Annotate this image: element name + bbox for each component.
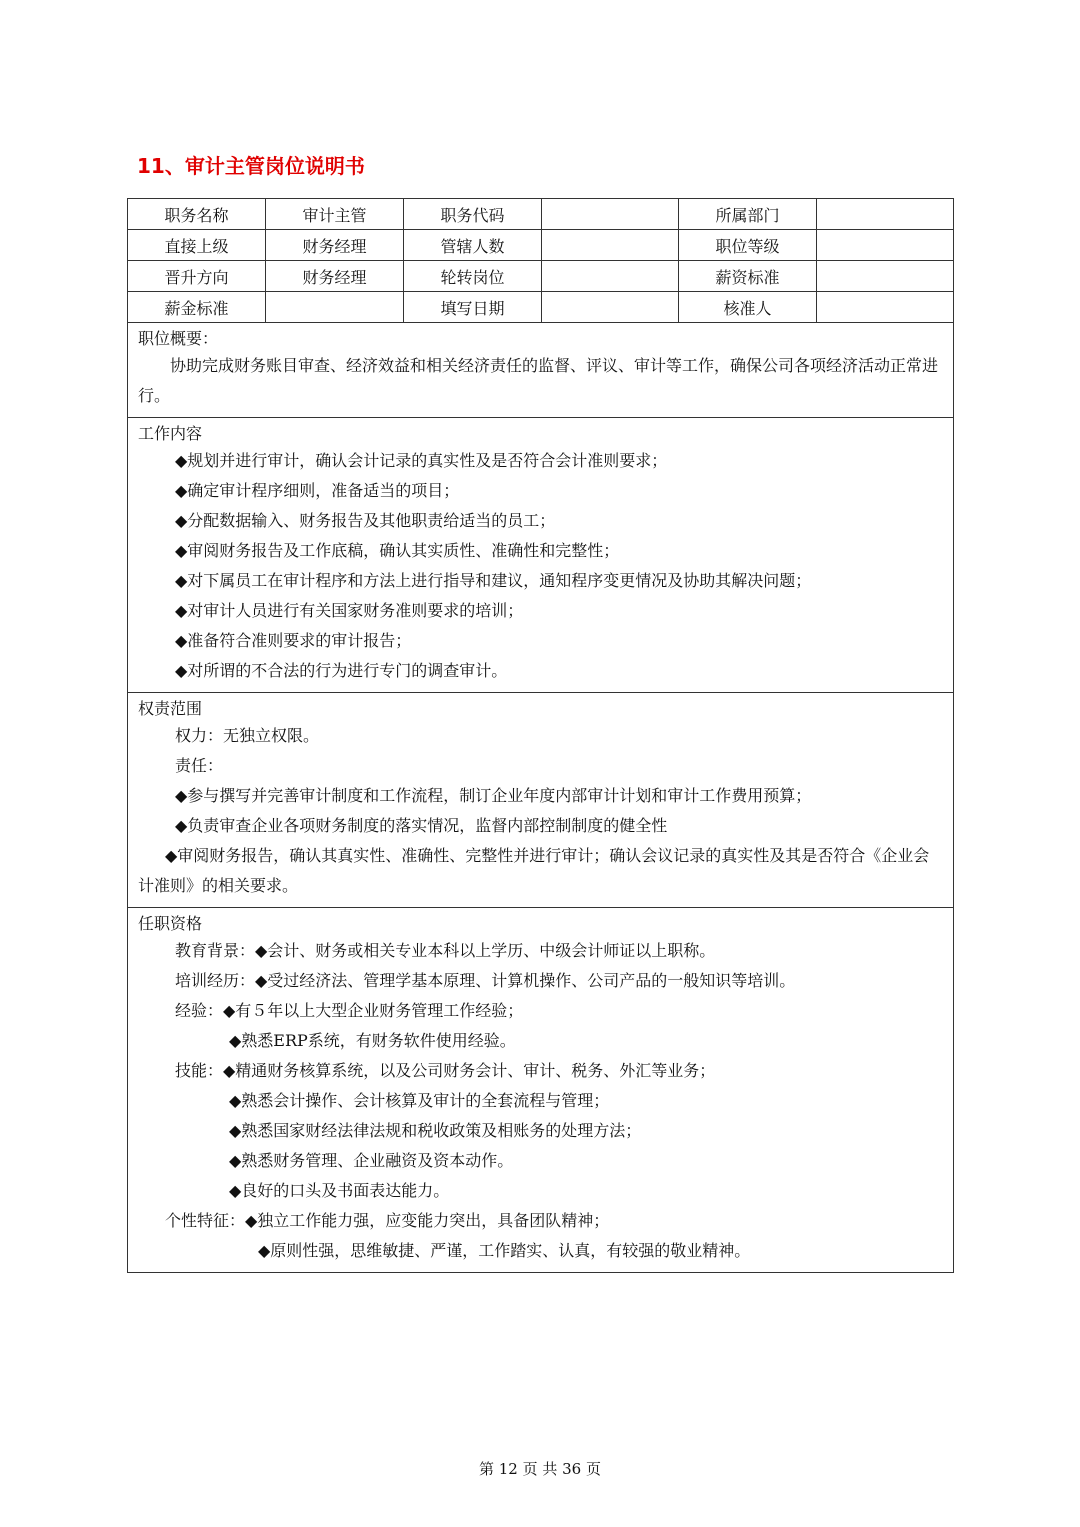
page-number: 第 12 页 共 36 页 [478, 1460, 601, 1478]
page-title: 11、审计主管岗位说明书 [137, 154, 365, 178]
experience-line: ◆熟悉ERP系统，有财务软件使用经验。 [229, 1031, 516, 1050]
header-row [128, 199, 954, 230]
label-rotation: 轮转岗位 [404, 261, 542, 292]
section-heading: 权责范围 [138, 699, 203, 718]
list-item: ◆规划并进行审计，确认会计记录的真实性及是否符合会计准则要求； [175, 451, 668, 470]
personality-line: ◆原则性强，思维敏捷、严谨，工作踏实、认真，有较强的敬业精神。 [258, 1241, 751, 1260]
section-heading: 工作内容 [138, 424, 203, 443]
label-pay-standard: 薪资标准 [679, 261, 817, 292]
list-item: ◆参与撰写并完善审计制度和工作流程，制订企业年度内部审计计划和审计工作费用预算； [175, 786, 812, 805]
value-fill-date [542, 292, 679, 323]
label-supervisor: 直接上级 [128, 230, 266, 261]
label-department: 所属部门 [679, 199, 817, 230]
label-grade: 职位等级 [679, 230, 817, 261]
skills-line: ◆熟悉财务管理、企业融资及资本动作。 [229, 1151, 514, 1170]
value-approver [817, 292, 954, 323]
label-approver: 核准人 [679, 292, 817, 323]
overview-text: 协助完成财务账目审查、经济效益和相关经济责任的监督、评议、审计等工作，确保公司各项经济活动正常进行。 [138, 356, 939, 405]
label-fill-date: 填写日期 [404, 292, 542, 323]
list-item: ◆对下属员工在审计程序和方法上进行指导和建议，通知程序变更情况及协助其解决问题； [175, 571, 812, 590]
list-item: ◆对所谓的不合法的行为进行专门的调查审计。 [175, 661, 508, 680]
authority-section [128, 693, 954, 908]
value-pay-standard [817, 261, 954, 292]
responsibility-label: 责任： [175, 756, 224, 775]
label-salary-standard: 薪金标准 [128, 292, 266, 323]
value-grade [817, 230, 954, 261]
label-headcount: 管辖人数 [404, 230, 542, 261]
list-item: ◆对审计人员进行有关国家财务准则要求的培训； [175, 601, 524, 620]
power-text: 权力：无独立权限。 [175, 726, 320, 745]
work-section [128, 418, 954, 693]
value-headcount [542, 230, 679, 261]
label-job-title: 职务名称 [128, 199, 266, 230]
value-department [817, 199, 954, 230]
training-line: 培训经历：◆受过经济法、管理学基本原理、计算机操作、公司产品的一般知识等培训。 [175, 971, 796, 990]
list-item: ◆审阅财务报告及工作底稿，确认其实质性、准确性和完整性； [175, 541, 620, 560]
value-rotation [542, 261, 679, 292]
education-line: 教育背景：◆会计、财务或相关专业本科以上学历、中级会计师证以上职称。 [175, 941, 716, 960]
section-heading: 职位概要： [138, 329, 219, 348]
experience-line: 经验：◆有５年以上大型企业财务管理工作经验； [175, 1001, 524, 1020]
skills-line: 技能：◆精通财务核算系统，以及公司财务会计、审计、税务、外汇等业务； [175, 1061, 716, 1080]
header-row [128, 230, 954, 261]
qualification-section [128, 908, 954, 1273]
header-row [128, 292, 954, 323]
list-item: ◆负责审查企业各项财务制度的落实情况，监督内部控制制度的健全性 [175, 816, 668, 835]
skills-line: ◆良好的口头及书面表达能力。 [229, 1181, 450, 1200]
personality-line: 个性特征：◆独立工作能力强，应变能力突出，具备团队精神； [165, 1211, 610, 1230]
list-item: ◆确定审计程序细则，准备适当的项目； [175, 481, 460, 500]
skills-line: ◆熟悉国家财经法律法规和税收政策及相账务的处理方法； [229, 1121, 642, 1140]
skills-line: ◆熟悉会计操作、会计核算及审计的全套流程与管理； [229, 1091, 610, 1110]
label-promotion: 晋升方向 [128, 261, 266, 292]
value-supervisor: 财务经理 [266, 230, 404, 261]
label-job-code: 职务代码 [404, 199, 542, 230]
header-row [128, 261, 954, 292]
overview-section [128, 323, 954, 418]
value-promotion: 财务经理 [266, 261, 404, 292]
list-item: ◆分配数据输入、财务报告及其他职责给适当的员工； [175, 511, 556, 530]
value-salary-standard [266, 292, 404, 323]
value-job-code [542, 199, 679, 230]
section-heading: 任职资格 [138, 914, 203, 933]
list-item: ◆审阅财务报告，确认其真实性、准确性、完整性并进行审计；确认会议记录的真实性及其是否符合《企业会计准则》的相关要求。 [138, 846, 930, 895]
value-job-title: 审计主管 [266, 199, 404, 230]
list-item: ◆准备符合准则要求的审计报告； [175, 631, 412, 650]
job-description-table [127, 198, 954, 1273]
